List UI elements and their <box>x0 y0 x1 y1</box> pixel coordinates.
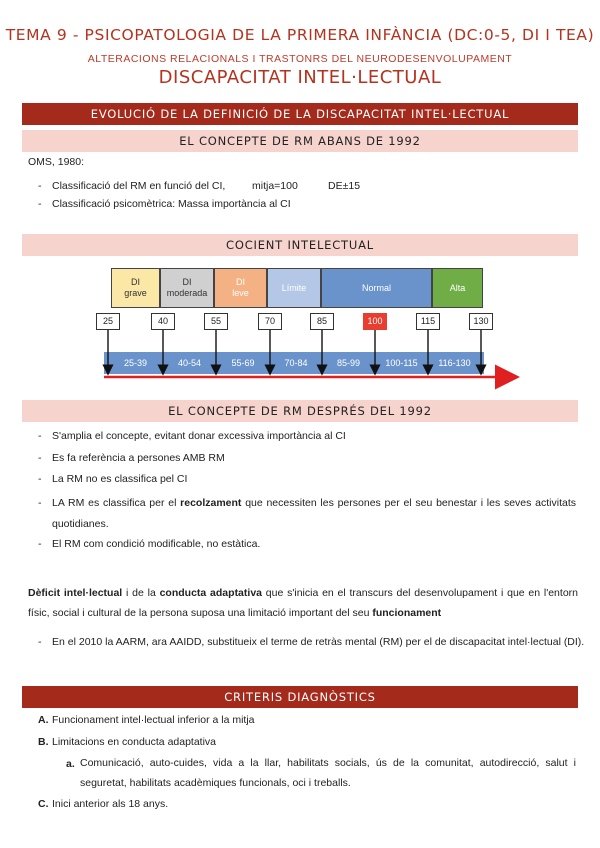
criterion-b: Limitacions en conducta adaptativa <box>52 736 217 748</box>
sd-value: DE±15 <box>328 180 361 192</box>
bullet-aarm <box>52 636 584 648</box>
ci-category-label: Límite <box>281 282 307 293</box>
bullet-4 <box>52 493 576 535</box>
ci-value-box: 85 <box>310 313 334 330</box>
def-bold-3: funcionament <box>372 607 442 619</box>
criterion-c: Inici anterior als 18 anys. <box>52 798 169 810</box>
section-before-1992-header: EL CONCEPTE DE RM ABANS DE 1992 <box>22 130 578 152</box>
bullet-text: que necessiten les persones per el seu benestar i les seves activitats quotidianes. <box>52 497 576 530</box>
ci-value-box: 70 <box>258 313 282 330</box>
bullet-text: S'amplia el concepte, evitant donar excessiva importància al CI <box>52 430 346 442</box>
ci-header: COCIENT INTELECTUAL <box>22 234 578 256</box>
ci-category-label: DI <box>182 277 192 287</box>
ci-range-label: 40-54 <box>177 358 202 368</box>
ci-range-label: 25-39 <box>123 358 148 368</box>
ci-value-box: 55 <box>204 313 228 330</box>
ci-range-label: 70-84 <box>284 358 308 368</box>
criterion-b-a-letter: a. <box>66 758 75 770</box>
ci-range-label: 55-69 <box>231 358 255 368</box>
bullet-text: Classificació psicomètrica: Massa importància al CI <box>52 198 291 210</box>
criterion-c-letter: C. <box>38 798 49 810</box>
section-evolution-header: EVOLUCIÓ DE LA DEFINICIÓ DE LA DISCAPACITAT INTEL·LECTUAL <box>22 103 578 125</box>
bullet-text: El RM com condició modificable, no estàtica. <box>52 538 261 550</box>
bullet-text: Classificació del RM en funció del CI, <box>52 180 226 192</box>
criterion-b-a: Comunicació, auto-cuides, vida a la llar, habilitats socials, ús de la comunitat, autodirecció, salut i seguretat, habilitats acadèmiques funcionals, oci i treballs. <box>80 757 576 789</box>
bullet-2 <box>52 452 225 464</box>
bullet-text: La RM no es classifica pel CI <box>52 473 188 485</box>
bullet-5 <box>52 538 260 550</box>
definition-paragraph <box>28 583 578 623</box>
ci-category-label: DI <box>131 277 140 287</box>
ci-category-label: Alta <box>449 282 466 293</box>
criteria-header: CRITERIS DIAGNÒSTICS <box>22 686 578 708</box>
ci-range-label: 100-115 <box>385 358 418 368</box>
bullet-1 <box>52 430 346 442</box>
bullet-text: En el 2010 la AARM, ara AAIDD, substitueix el terme de retràs mental (RM) per el de discapacitat intel·lectual (DI). <box>52 636 585 648</box>
def-text-1: i de la <box>122 587 160 599</box>
def-text-2: que s'inicia en el transcurs del desenvolupament i que en l'entorn físic, social i cultural de la persona suposa una limitació important del seu <box>28 587 578 619</box>
criterion-b-letter: B. <box>38 736 49 748</box>
ci-category-label: DI <box>236 277 245 287</box>
ci-category-label: moderada <box>166 288 208 298</box>
bullet-bold: recolzament <box>180 497 242 509</box>
bullet-3 <box>52 473 187 485</box>
ci-category-label: Normal <box>361 282 391 293</box>
page-subtitle: ALTERACIONS RELACIONALS I TRASTONRS DEL NEURODESENVOLUPAMENT <box>87 53 513 65</box>
ci-category-label: grave <box>124 288 147 298</box>
criterion-a: Funcionament intel·lectual inferior a la mitja <box>52 714 255 726</box>
source-label: OMS, 1980: <box>28 156 85 168</box>
section-after-1992-header: EL CONCEPTE DE RM DESPRÉS DEL 1992 <box>22 400 578 422</box>
ci-value-box: 130 <box>469 313 493 330</box>
ci-value-box: 25 <box>96 313 120 330</box>
criterion-a-letter: A. <box>38 714 49 726</box>
mean-value: mitja=100 <box>252 180 298 192</box>
def-bold-2: conducta adaptativa <box>159 587 262 599</box>
page-title: TEMA 9 - PSICOPATOLOGIA DE LA PRIMERA INFÀNCIA (DC:0-5, DI I TEA) <box>5 26 595 44</box>
ci-value-box: 40 <box>151 313 175 330</box>
topic-title: DISCAPACITAT INTEL·LECTUAL <box>158 67 442 88</box>
ci-range-label: 116-130 <box>438 358 471 368</box>
ci-arrows-diagram <box>0 0 600 400</box>
ci-value-box: 115 <box>416 313 440 330</box>
bullet-text: Es fa referència a persones AMB RM <box>52 452 225 464</box>
ci-range-label: 85-99 <box>336 358 361 368</box>
ci-category-label: leve <box>232 288 249 298</box>
ci-value-box: 100 <box>363 313 387 330</box>
def-bold-1: Dèficit intel·lectual <box>28 587 123 599</box>
bullet-text: LA RM es classifica per el <box>52 497 181 509</box>
